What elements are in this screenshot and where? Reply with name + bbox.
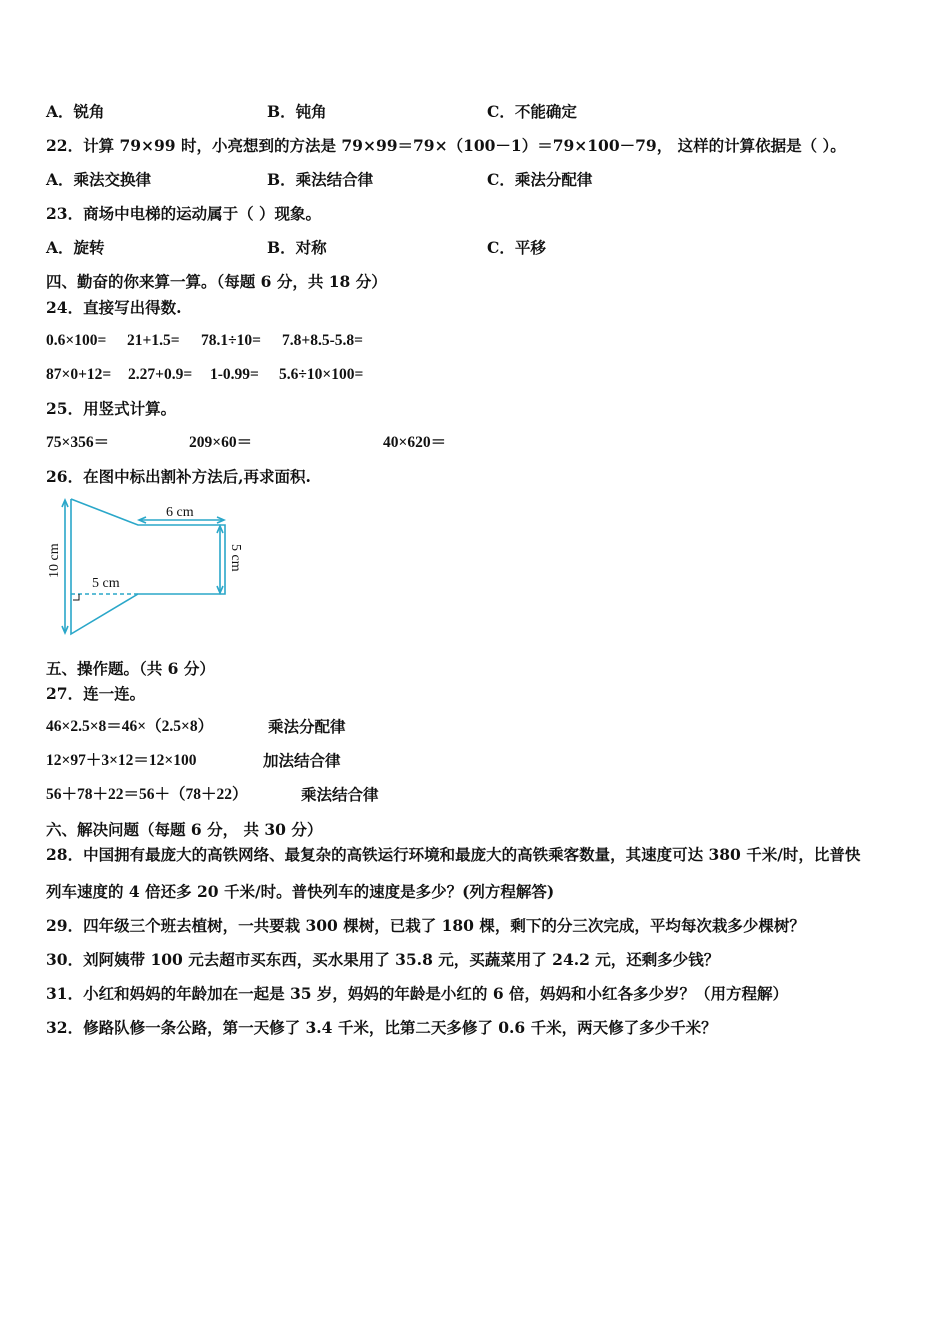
q27-expression: 46×2.5×8＝46×（2.5×8） xyxy=(46,718,214,735)
q27-expression: 12×97＋3×12＝12×100 xyxy=(46,752,197,769)
q30: 30．刘阿姨带 100 元去超市买东西，买水果用了 35.8 元，买蔬菜用了 24.2 元，还剩多少钱？ xyxy=(46,950,720,969)
q22-option-a: A．乘法交换律 xyxy=(46,170,152,189)
q26-shape xyxy=(62,499,225,634)
section5-title: 五、操作题。（共 6 分） xyxy=(46,659,215,678)
q26-label-left: 10 cm xyxy=(47,543,62,578)
q23-option-c: C．平移 xyxy=(487,238,546,257)
q26-label-top: 6 cm xyxy=(166,505,194,520)
q25-stem: 25．用竖式计算。 xyxy=(46,399,177,418)
q24-item: 0.6×100= xyxy=(46,332,107,349)
q29: 29．四年级三个班去植树，一共要栽 300 棵树，已栽了 180 棵，剩下的分三次完成，平均每次栽多少棵树？ xyxy=(46,916,805,935)
q21-option-a: A．锐角 xyxy=(46,102,105,121)
q27-law: 加法结合律 xyxy=(263,751,341,770)
q23-stem: 23．商场中电梯的运动属于（ ）现象。 xyxy=(46,204,321,223)
q31: 31．小红和妈妈的年龄加在一起是 35 岁，妈妈的年龄是小红的 6 倍，妈妈和小红各多少岁？（用方程解） xyxy=(46,984,789,1003)
q24-item: 87×0+12= xyxy=(46,366,112,383)
q24-item: 78.1÷10= xyxy=(201,332,261,349)
section6-title: 六、解决问题（每题 6 分， 共 30 分） xyxy=(46,820,323,839)
q24-item: 21+1.5= xyxy=(127,332,180,349)
q24-item: 2.27+0.9= xyxy=(128,366,193,383)
q27-law: 乘法结合律 xyxy=(301,785,379,804)
q22-option-b: B．乘法结合律 xyxy=(267,170,374,189)
q26-figure xyxy=(40,492,260,642)
q26-stem: 26．在图中标出割补方法后,再求面积. xyxy=(46,467,311,486)
q27-stem: 27．连一连。 xyxy=(46,684,146,703)
q23-option-a: A．旋转 xyxy=(46,238,105,257)
q25-item: 75×356＝ xyxy=(46,434,110,451)
q25-item: 209×60＝ xyxy=(189,434,253,451)
q25-item: 40×620＝ xyxy=(383,434,447,451)
q21-option-b: B．钝角 xyxy=(267,102,327,121)
q22-stem: 22．计算 79×99 时，小亮想到的方法是 79×99＝79×（100－1）＝79×100－79， 这样的计算依据是（ ）。 xyxy=(46,136,846,155)
q23-option-b: B．对称 xyxy=(267,238,327,257)
q24-stem: 24．直接写出得数. xyxy=(46,298,182,317)
q32: 32．修路队修一条公路，第一天修了 3.4 千米，比第二天多修了 0.6 千米，两天修了多少千米？ xyxy=(46,1018,717,1037)
q26-right-angle-mark xyxy=(73,594,79,600)
q27-expression: 56＋78＋22＝56＋（78＋22） xyxy=(46,786,248,803)
q28-line1: 28．中国拥有最庞大的高铁网络、最复杂的高铁运行环境和最庞大的高铁乘客数量，其速度可达 380 千米/时，比普快 xyxy=(46,845,861,864)
q24-item: 1-0.99= xyxy=(210,366,259,383)
q27-law: 乘法分配律 xyxy=(268,717,346,736)
q26-label-right: 5 cm xyxy=(228,544,243,572)
q24-item: 7.8+8.5-5.8= xyxy=(282,332,363,349)
section4-title: 四、勤奋的你来算一算。（每题 6 分，共 18 分） xyxy=(46,272,387,291)
q22-option-c: C．乘法分配律 xyxy=(487,170,593,189)
q28-line2: 列车速度的 4 倍还多 20 千米/时。普快列车的速度是多少？(列方程解答) xyxy=(46,882,555,901)
q26-label-middle: 5 cm xyxy=(92,576,120,591)
q21-option-c: C．不能确定 xyxy=(487,102,577,121)
q24-item: 5.6÷10×100= xyxy=(279,366,364,383)
